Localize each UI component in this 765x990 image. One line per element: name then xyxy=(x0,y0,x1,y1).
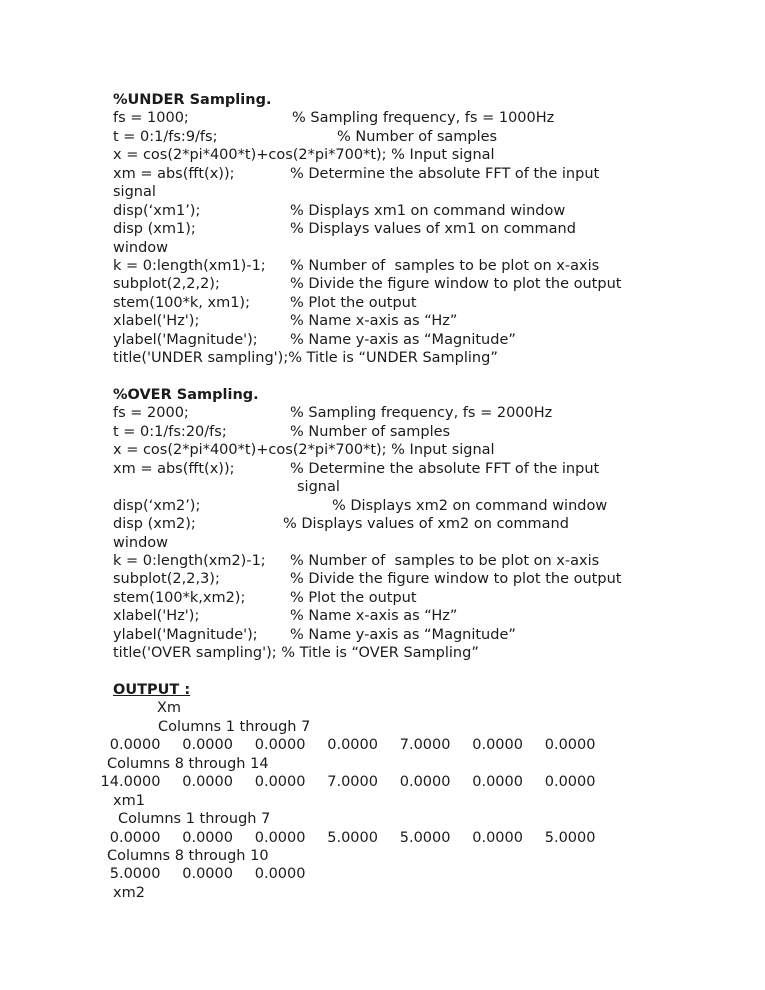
comment-text: % Sampling frequency, fs = 2000Hz xyxy=(290,405,553,422)
matrix-value: 5.0000 xyxy=(399,829,451,846)
code-line xyxy=(107,128,735,146)
matrix-value: 0.0000 xyxy=(182,866,233,883)
code-text: Columns 1 through 7 xyxy=(118,811,271,828)
comment-text: % Name y-axis as “Magnitude” xyxy=(290,626,516,643)
code-text: stem(100*k,xm2); xyxy=(113,589,246,606)
code-line xyxy=(107,275,735,293)
code-text: x = cos(2*pi*400*t)+cos(2*pi*700*t); % Input signal xyxy=(113,147,495,164)
section-under-sampling-code xyxy=(107,91,735,368)
text-line xyxy=(107,755,735,773)
code-text: window xyxy=(113,239,169,256)
code-line xyxy=(107,257,735,275)
code-text: xm1 xyxy=(113,792,145,809)
code-text: xlabel('Hz'); xyxy=(113,313,200,330)
matrix-value: 0.0000 xyxy=(109,829,161,846)
matrix-values-row xyxy=(88,865,735,883)
code-text: signal xyxy=(297,479,340,496)
code-line xyxy=(107,312,735,330)
text-line xyxy=(107,847,735,865)
code-text: ylabel('Magnitude'); xyxy=(113,626,258,643)
code-text: t = 0:1/fs:20/fs; xyxy=(113,423,227,440)
matrix-value: 0.0000 xyxy=(544,737,596,754)
code-line xyxy=(107,109,735,127)
code-text: disp (xm2); xyxy=(113,516,196,533)
code-text: x = cos(2*pi*400*t)+cos(2*pi*700*t); % Input signal xyxy=(113,442,495,459)
comment-text: % Displays values of xm2 on command xyxy=(283,516,569,533)
matrix-value: 0.0000 xyxy=(182,829,233,846)
code-text: disp (xm1); xyxy=(113,221,196,238)
comment-text: % Sampling frequency, fs = 1000Hz xyxy=(292,110,555,127)
matrix-values-row xyxy=(88,773,735,791)
code-line xyxy=(107,570,735,588)
code-line xyxy=(107,589,735,607)
matrix-value: 0.0000 xyxy=(472,774,523,791)
code-text: xm = abs(fft(x)); xyxy=(113,165,235,182)
matrix-value: 0.0000 xyxy=(182,737,233,754)
code-line xyxy=(107,497,735,515)
code-line xyxy=(107,607,735,625)
text-line xyxy=(107,884,735,902)
comment-text: % Divide the figure window to plot the output xyxy=(290,571,622,588)
text-line xyxy=(107,644,735,662)
text-line xyxy=(107,718,735,736)
matrix-value: 5.0000 xyxy=(544,829,596,846)
code-text: xm2 xyxy=(113,884,145,901)
matrix-value: 5.0000 xyxy=(109,866,161,883)
matrix-values-row xyxy=(88,736,735,754)
comment-text: % Determine the absolute FFT of the input xyxy=(290,460,600,477)
text-line xyxy=(107,441,735,459)
code-text: subplot(2,2,3); xyxy=(113,571,220,588)
code-text: title('UNDER sampling');% Title is “UNDER Sampling” xyxy=(113,350,498,367)
code-text: signal xyxy=(113,184,156,201)
code-line xyxy=(107,515,735,533)
code-line xyxy=(107,404,735,422)
comment-text: % Number of samples to be plot on x-axis xyxy=(290,257,600,274)
code-text: stem(100*k, xm1); xyxy=(113,294,250,311)
matrix-value: 7.0000 xyxy=(327,774,378,791)
matrix-value: 14.0000 xyxy=(100,774,161,791)
comment-text: % Name x-axis as “Hz” xyxy=(290,313,458,330)
comment-text: % Name y-axis as “Magnitude” xyxy=(290,331,516,348)
comment-text: % Number of samples xyxy=(337,128,498,145)
matrix-value: 0.0000 xyxy=(472,737,523,754)
comment-text: % Displays xm1 on command window xyxy=(290,202,566,219)
code-text: Columns 1 through 7 xyxy=(158,718,311,735)
matrix-values-row xyxy=(88,829,735,847)
code-text: xlabel('Hz'); xyxy=(113,608,200,625)
comment-text: % Name x-axis as “Hz” xyxy=(290,608,458,625)
text-line xyxy=(107,534,735,552)
text-line xyxy=(107,810,735,828)
text-line xyxy=(107,239,735,257)
comment-text: % Determine the absolute FFT of the input xyxy=(290,165,600,182)
code-line xyxy=(107,423,735,441)
comment-text: % Number of samples to be plot on x-axis xyxy=(290,552,600,569)
code-line xyxy=(107,552,735,570)
under-sampling-code-heading: %UNDER Sampling. xyxy=(113,92,272,108)
section-over-sampling-code xyxy=(107,386,735,663)
matrix-value: 0.0000 xyxy=(254,829,306,846)
code-line xyxy=(107,220,735,238)
code-text: fs = 1000; xyxy=(113,110,189,127)
matrix-value: 0.0000 xyxy=(327,737,378,754)
matrix-value: 7.0000 xyxy=(399,737,451,754)
code-text: title('OVER sampling'); % Title is “OVER Sampling” xyxy=(113,645,479,662)
code-text: subplot(2,2,2); xyxy=(113,276,220,293)
text-line xyxy=(107,183,735,201)
text-line xyxy=(107,792,735,810)
code-text: k = 0:length(xm1)-1; xyxy=(113,257,266,274)
code-text: xm = abs(fft(x)); xyxy=(113,460,235,477)
code-text: disp(‘xm2’); xyxy=(113,497,201,514)
matrix-value: 0.0000 xyxy=(472,829,523,846)
comment-text: % Divide the figure window to plot the output xyxy=(290,276,622,293)
matrix-value: 0.0000 xyxy=(109,737,161,754)
output-heading: OUTPUT : xyxy=(113,682,191,699)
text-line xyxy=(107,699,735,717)
text-line xyxy=(107,146,735,164)
text-line xyxy=(107,349,735,367)
code-text: Xm xyxy=(157,700,182,717)
code-line xyxy=(107,294,735,312)
code-line xyxy=(107,460,735,478)
code-text: k = 0:length(xm2)-1; xyxy=(113,552,266,569)
code-text: ylabel('Magnitude'); xyxy=(113,331,258,348)
code-text: fs = 2000; xyxy=(113,405,189,422)
code-line xyxy=(107,202,735,220)
comment-text: % Plot the output xyxy=(290,589,417,606)
matrix-value: 5.0000 xyxy=(327,829,378,846)
code-line xyxy=(107,165,735,183)
code-text: Columns 8 through 14 xyxy=(107,755,269,772)
matrix-value: 0.0000 xyxy=(544,774,596,791)
comment-text: % Number of samples xyxy=(290,423,451,440)
code-line xyxy=(107,331,735,349)
over-sampling-code-heading: %OVER Sampling. xyxy=(113,387,259,404)
code-text: Columns 8 through 10 xyxy=(107,847,269,864)
code-text: t = 0:1/fs:9/fs; xyxy=(113,128,218,145)
matrix-value: 0.0000 xyxy=(182,774,233,791)
code-line xyxy=(107,626,735,644)
text-line xyxy=(107,478,735,496)
matrix-value: 0.0000 xyxy=(254,737,306,754)
section-output xyxy=(100,681,735,902)
comment-text: % Plot the output xyxy=(290,294,417,311)
code-text: window xyxy=(113,534,169,551)
matrix-value: 0.0000 xyxy=(254,774,306,791)
matrix-value: 0.0000 xyxy=(399,774,451,791)
comment-text: % Displays values of xm1 on command xyxy=(290,221,576,238)
matrix-value: 0.0000 xyxy=(254,866,306,883)
code-text: disp(‘xm1’); xyxy=(113,202,201,219)
comment-text: % Displays xm2 on command window xyxy=(332,497,608,514)
